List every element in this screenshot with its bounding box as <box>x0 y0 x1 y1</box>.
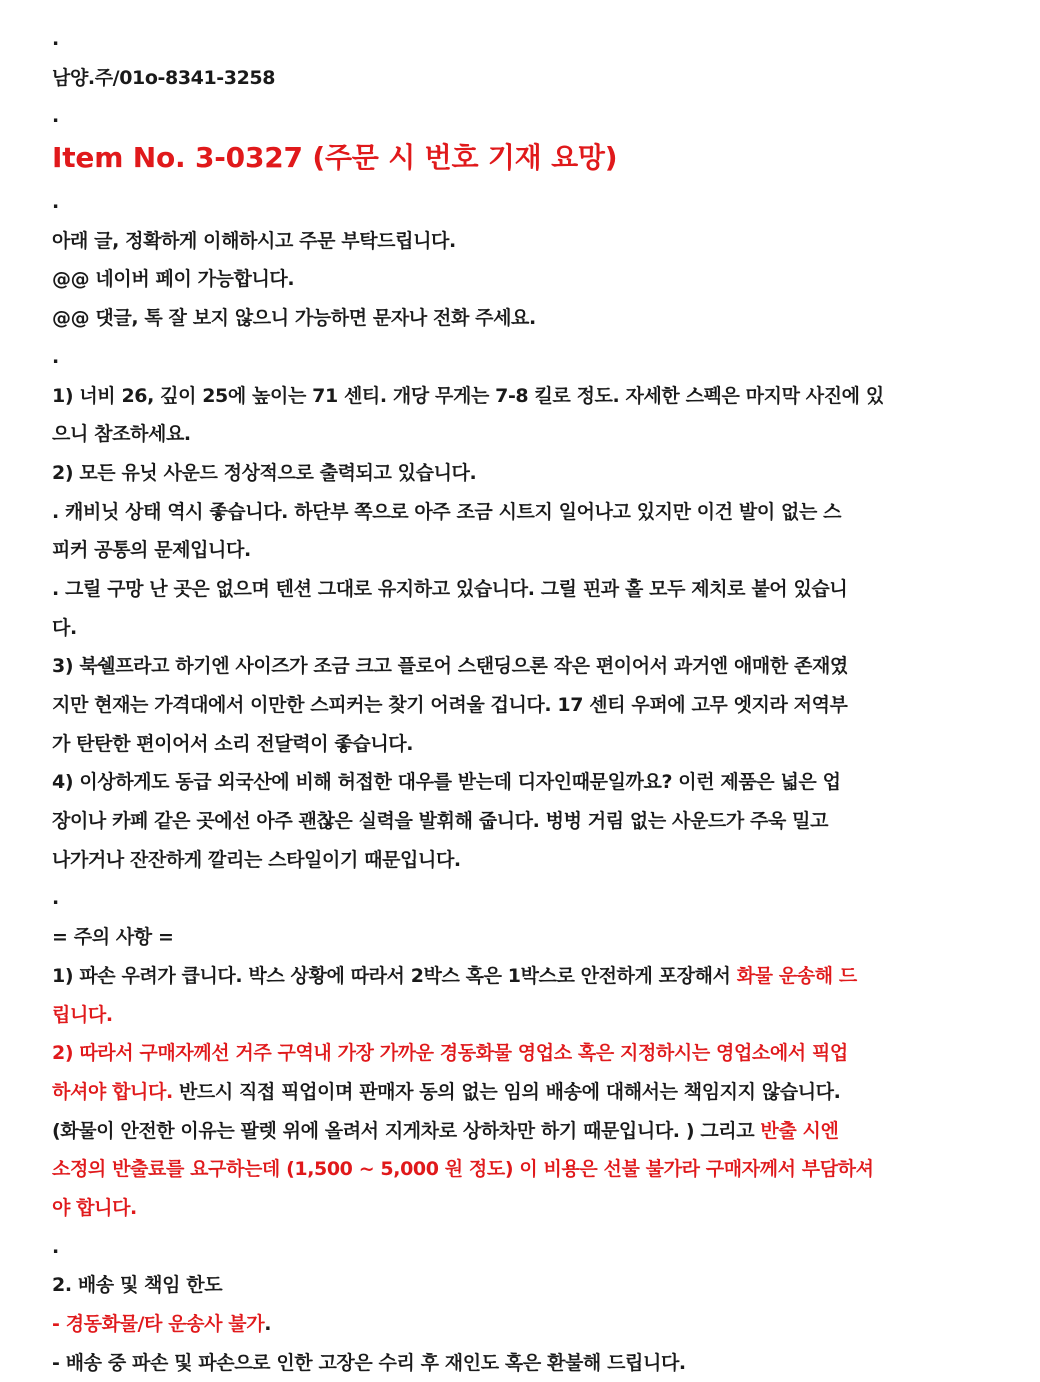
body-text: 2) 모든 유닛 사운드 정상적으로 출력되고 있습니다. <box>52 461 477 484</box>
item-number-title <box>52 136 997 182</box>
highlighted-text: 야 합니다. <box>52 1196 137 1219</box>
text-line <box>52 918 997 957</box>
highlighted-text: 하셔야 합니다. <box>52 1080 173 1103</box>
text-line <box>52 59 997 98</box>
body-text: . <box>52 345 59 368</box>
text-line <box>52 763 997 802</box>
body-text: 반드시 직접 픽업이며 판매자 동의 없는 임의 배송에 대해서는 책임지지 않습니다. <box>172 1080 841 1103</box>
body-text: . 그릴 구망 난 곳은 없으며 텐션 그대로 유지하고 있습니다. 그릴 핀과 홀 모두 제치로 붙어 있습니 <box>52 577 848 600</box>
body-text: 2. 배송 및 책임 한도 <box>52 1274 223 1297</box>
highlighted-text: 소정의 반출료를 요구하는데 (1,500 ~ 5,000 원 정도) 이 비용은 선불 불가라 구매자께서 부담하셔 <box>52 1158 874 1181</box>
body-text: @@ 네이버 페이 가능합니다. <box>52 268 295 291</box>
highlighted-text: 립니다. <box>52 1003 113 1026</box>
body-text: . <box>52 887 59 910</box>
body-text: . 캐비닛 상태 역시 좋습니다. 하단부 쪽으로 아주 조금 시트지 일어나고 있지만 이건 발이 없는 스 <box>52 500 842 523</box>
text-line <box>52 609 997 648</box>
body-text: 으니 참조하세요. <box>52 423 191 446</box>
body-text: (화물이 안전한 이유는 팔렛 위에 올려서 지게차로 상하차만 하기 때문입니다. ) 그리고 <box>52 1119 761 1142</box>
body-text: 아래 글, 정확하게 이해하시고 주문 부탁드립니다. <box>52 229 456 252</box>
text-line <box>52 1034 997 1073</box>
body-text: . <box>52 1235 59 1258</box>
body-text: 피커 공통의 문제입니다. <box>52 539 251 562</box>
body-text: 1) 너비 26, 깊이 25에 높이는 71 센티. 개당 무게는 7-8 킬로 정도. 자세한 스펙은 마지막 사진에 있 <box>52 384 884 407</box>
text-line <box>52 338 997 377</box>
text-line <box>52 415 997 454</box>
body-text: = 주의 사항 = <box>52 926 174 949</box>
text-line <box>52 1266 997 1305</box>
highlighted-text: - 경동화물/타 운송사 불가 <box>52 1313 265 1335</box>
text-line <box>52 725 997 764</box>
body-text: 장이나 카페 같은 곳에선 아주 괜찮은 실력을 발휘해 줍니다. 벙벙 거림 없는 사운드가 주욱 밀고 <box>52 810 829 833</box>
text-line <box>52 1150 997 1189</box>
body-text: 1) 파손 우려가 큽니다. 박스 상황에 따라서 2박스 혹은 1박스로 안전하게 포장해서 <box>52 964 737 987</box>
text-line <box>52 222 997 261</box>
text-line <box>52 377 997 416</box>
text-line <box>52 1344 997 1382</box>
text-line <box>52 1228 997 1267</box>
text-line <box>52 686 997 725</box>
text-line <box>52 802 997 841</box>
text-line <box>52 454 997 493</box>
highlighted-text: 2) 따라서 구매자께선 거주 구역내 가장 가까운 경동화물 영업소 혹은 지정하시는 영업소에서 픽업 <box>52 1042 848 1065</box>
highlighted-text: 반출 시엔 <box>760 1119 839 1142</box>
body-text: 3) 북쉘프라고 하기엔 사이즈가 조금 크고 플로어 스탠딩으론 작은 편이어서 과거엔 애매한 존재였 <box>52 655 848 678</box>
body-text: 다. <box>52 616 77 639</box>
text-line <box>52 1189 997 1228</box>
text-line <box>52 299 997 338</box>
highlighted-text: Item No. 3-0327 (주문 시 번호 기재 요망) <box>52 141 618 175</box>
text-line <box>52 879 997 918</box>
text-line <box>52 1073 997 1112</box>
text-line <box>52 260 997 299</box>
highlighted-text: 화물 운송해 드 <box>736 964 857 987</box>
text-line <box>52 1112 997 1151</box>
body-text: 가 탄탄한 편이어서 소리 전달력이 좋습니다. <box>52 732 414 755</box>
text-line <box>52 570 997 609</box>
body-text: . <box>52 191 59 214</box>
body-text: 지만 현재는 가격대에서 이만한 스피커는 찾기 어려울 겁니다. 17 센티 우퍼에 고무 엣지라 저역부 <box>52 694 848 716</box>
body-text: @@ 댓글, 톡 잘 보지 않으니 가능하면 문자나 전화 주세요. <box>52 307 536 330</box>
text-line <box>52 1305 997 1344</box>
text-line <box>52 996 997 1035</box>
body-text: 남양.주/01o-8341-3258 <box>52 66 276 89</box>
body-text: 4) 이상하게도 동급 외국산에 비해 허접한 대우를 받는데 디자인때문일까요? 이런 제품은 넓은 업 <box>52 771 841 794</box>
text-line <box>52 647 997 686</box>
text-line <box>52 97 997 136</box>
body-text: - 배송 중 파손 및 파손으로 인한 고장은 수리 후 재인도 혹은 환불해 드립니다. <box>52 1351 686 1374</box>
text-line <box>52 20 997 59</box>
body-text: . <box>52 28 59 50</box>
text-line <box>52 841 997 880</box>
body-text: 나가거나 잔잔하게 깔리는 스타일이기 때문입니다. <box>52 848 461 871</box>
body-text: . <box>264 1313 272 1335</box>
text-line <box>52 957 997 996</box>
body-text: . <box>52 105 59 128</box>
document-body <box>52 20 997 1382</box>
text-line <box>52 493 997 532</box>
text-line <box>52 531 997 570</box>
text-line <box>52 183 997 222</box>
